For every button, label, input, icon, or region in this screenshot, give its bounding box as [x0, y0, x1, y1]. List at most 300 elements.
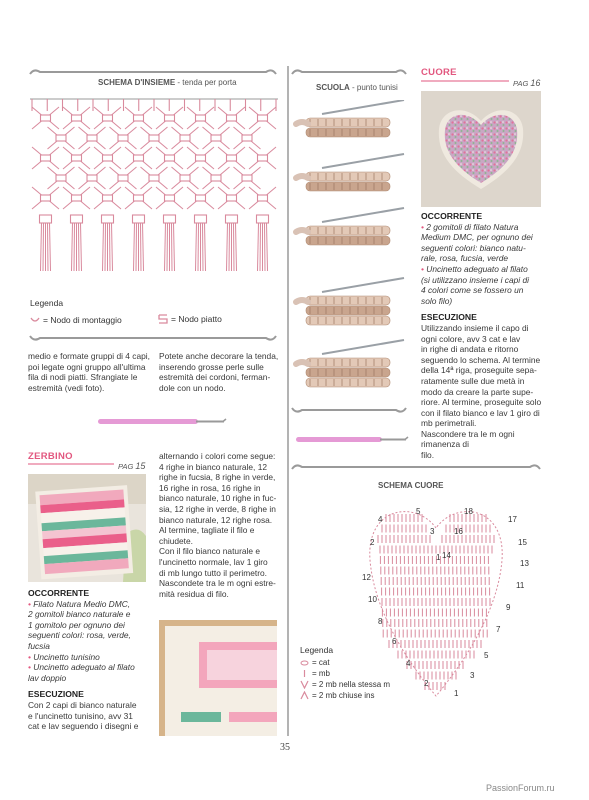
cord-diagonal	[203, 127, 213, 135]
flat-knot	[180, 135, 190, 141]
cord-diagonal	[94, 147, 104, 155]
cord-diagonal	[143, 161, 153, 169]
cord-diagonal	[220, 127, 230, 135]
cord-diagonal	[65, 167, 75, 175]
cord-diagonal	[251, 181, 261, 189]
cord-diagonal	[32, 107, 42, 115]
group-knot	[40, 215, 52, 223]
cord-diagonal	[234, 181, 244, 189]
flat-knot	[211, 175, 221, 181]
cord-diagonal	[172, 141, 182, 149]
cord-diagonal	[158, 127, 168, 135]
fringe	[229, 223, 230, 271]
cord-diagonal	[63, 121, 73, 129]
flat-knot	[87, 175, 97, 181]
cord-diagonal	[32, 187, 42, 195]
flat-knot	[165, 155, 175, 161]
cord-diagonal	[65, 141, 75, 149]
cord-diagonal	[158, 181, 168, 189]
row-number: 16	[454, 527, 463, 536]
cord-diagonal	[234, 167, 244, 175]
tunisian-row	[306, 358, 390, 367]
cord-diagonal	[156, 161, 166, 169]
fringe	[43, 223, 44, 271]
group-knot	[195, 215, 207, 223]
row-number: 11	[516, 581, 525, 590]
cord-diagonal	[156, 201, 166, 209]
flat-knot	[72, 115, 82, 121]
cord-diagonal	[156, 121, 166, 129]
cord-diagonal	[218, 161, 228, 169]
cord-diagonal	[234, 141, 244, 149]
flat-knot	[87, 135, 97, 141]
tunisian-row	[306, 378, 390, 387]
cord-diagonal	[110, 141, 120, 149]
fringe	[260, 223, 261, 271]
cord-diagonal	[267, 187, 277, 195]
cord-diagonal	[236, 121, 246, 129]
cord-diagonal	[267, 121, 277, 129]
cord-diagonal	[236, 147, 246, 155]
cord-diagonal	[174, 147, 184, 155]
row-number: 15	[518, 538, 527, 547]
cord-diagonal	[203, 181, 213, 189]
fringe	[50, 223, 51, 271]
macrame-diagram	[30, 95, 278, 275]
cord-diagonal	[96, 127, 106, 135]
flat-knot	[134, 155, 144, 161]
row-number: 3	[470, 671, 475, 680]
cord-diagonal	[249, 187, 259, 195]
cord-diagonal	[189, 127, 199, 135]
cord-diagonal	[174, 201, 184, 209]
fringe	[141, 223, 142, 271]
cord-diagonal	[94, 201, 104, 209]
crochet-hook	[322, 208, 404, 222]
flat-knot	[227, 155, 237, 161]
crochet-hook	[322, 154, 404, 168]
cord-diagonal	[32, 147, 42, 155]
legend-label: = cat	[312, 658, 330, 667]
hand	[296, 176, 308, 178]
top-left-footer-rule	[28, 332, 278, 344]
cord-diagonal	[172, 181, 182, 189]
cord-diagonal	[203, 167, 213, 175]
cord-diagonal	[48, 181, 58, 189]
flat-knot	[103, 115, 113, 121]
cord-diagonal	[79, 127, 89, 135]
cord-diagonal	[112, 147, 122, 155]
cord-diagonal	[125, 161, 135, 169]
schema-cuore-title: SCHEMA CUORE	[378, 481, 444, 490]
zerbino-occorrente: OCCORRENTE • Filato Natura Medio DMC, 2 gomitoli bianco naturale e 1 gomitolo per ognuno dei seguenti colori: rosa, verde, fucsia • Uncinetto tunisino • Uncinetto adeguato al filato lav doppio ESECUZIONE Con 2 capi di bianco naturale e l'uncinetto tunisino, avv 31 cat e lav seguendo i disegni e	[28, 588, 156, 732]
scuola-footer-rule	[290, 404, 408, 416]
flat-knot	[242, 175, 252, 181]
fringe	[41, 223, 42, 271]
legend-label: = Nodo di montaggio	[43, 315, 122, 325]
cord-diagonal	[203, 141, 213, 149]
flat-knot	[165, 195, 175, 201]
cord-diagonal	[127, 127, 137, 135]
cord-diagonal	[141, 181, 151, 189]
zerbino-column-2: alternando i colori come segue: 4 righe in bianco naturale, 12 righe in fucsia, 8 righe in verde, 16 righe in rosa, 16 righe in bianco naturale, 10 righe in fuc- sia, 12 righe in verde, 8 righe in bianco naturale, 12 righe rosa. Al termine, tagliate il filo e chiudete. Con il filo bianco naturale e l'uncinetto normale, lav 1 giro di mb lungo tutto il perimetro. Nascondete tra le m ogni estre- mità residua di filo.	[159, 451, 277, 599]
cord-diagonal	[94, 121, 104, 129]
cord-diagonal	[143, 201, 153, 209]
flat-knot	[118, 135, 128, 141]
cord-diagonal	[127, 167, 137, 175]
cord-diagonal	[81, 161, 91, 169]
crochet-hook-decoration-2	[294, 434, 412, 446]
row-number: 6	[392, 637, 397, 646]
flat-knot	[258, 155, 268, 161]
row-number: 5	[484, 651, 489, 660]
cord-diagonal	[249, 161, 259, 169]
fringe	[165, 223, 166, 271]
cord-diagonal	[189, 181, 199, 189]
cord-diagonal	[125, 107, 135, 115]
fringe	[196, 223, 197, 271]
cord-diagonal	[81, 201, 91, 209]
fringe	[134, 223, 135, 271]
cord-diagonal	[143, 147, 153, 155]
fringe	[236, 223, 237, 271]
flat-knot	[56, 135, 66, 141]
zerbino-esecuzione-title: ESECUZIONE	[28, 689, 84, 700]
group-knot	[71, 215, 83, 223]
cord-diagonal	[32, 201, 42, 209]
single-crochet-icon	[300, 669, 309, 678]
cord-diagonal	[205, 147, 215, 155]
tunisian-row	[306, 236, 390, 245]
cord-diagonal	[156, 187, 166, 195]
flat-knot	[165, 115, 175, 121]
fringe	[74, 223, 75, 271]
cuore-occorrente-title: OCCORRENTE	[421, 211, 483, 221]
flat-knot	[196, 115, 206, 121]
cord-diagonal	[218, 107, 228, 115]
fringe	[205, 223, 206, 271]
cuore-heading: CUORE	[421, 67, 457, 78]
cord-diagonal	[249, 201, 259, 209]
cord-diagonal	[48, 167, 58, 175]
flat-knot	[103, 155, 113, 161]
cord-diagonal	[156, 107, 166, 115]
cord-diagonal	[127, 141, 137, 149]
flat-knot	[41, 115, 51, 121]
cord-diagonal	[174, 107, 184, 115]
cord-diagonal	[187, 107, 197, 115]
row-number: 1	[436, 553, 441, 562]
cuore-legend-title: Legenda	[300, 645, 334, 655]
legend-label: = 2 mb chiuse ins	[312, 691, 375, 700]
cord-diagonal	[96, 141, 106, 149]
cord-diagonal	[32, 161, 42, 169]
cord-diagonal	[251, 141, 261, 149]
fringe	[72, 223, 73, 271]
cord-diagonal	[63, 161, 73, 169]
fringe	[105, 223, 106, 271]
cord-diagonal	[63, 147, 73, 155]
legend-label: = 2 mb nella stessa m	[312, 680, 391, 689]
two-sc-together-icon	[300, 691, 309, 700]
flat-knot	[227, 115, 237, 121]
cuore-legend-item	[300, 657, 390, 668]
mounting-knot-icon	[30, 316, 40, 324]
cord-diagonal	[220, 181, 230, 189]
row-number: 3	[430, 527, 435, 536]
cord-diagonal	[267, 147, 277, 155]
cord-diagonal	[125, 147, 135, 155]
cuore-legend-item	[300, 690, 390, 701]
cord-diagonal	[189, 167, 199, 175]
cord-diagonal	[79, 181, 89, 189]
cord-diagonal	[50, 121, 60, 129]
zerbino-heading-rule	[28, 462, 146, 466]
row-number: 7	[496, 625, 501, 634]
group-knot	[226, 215, 238, 223]
crochet-hook	[322, 278, 404, 292]
schema-cuore-header-rule	[290, 461, 542, 475]
flat-knot	[72, 195, 82, 201]
row-number: 18	[464, 507, 473, 516]
cord-diagonal	[218, 201, 228, 209]
fringe	[79, 223, 80, 271]
cord-diagonal	[94, 161, 104, 169]
row-number: 2	[370, 538, 375, 547]
group-knot	[102, 215, 114, 223]
cord-diagonal	[65, 181, 75, 189]
legend-label: = Nodo piatto	[171, 314, 222, 324]
fringe	[167, 223, 168, 271]
cuore-esecuzione-title: ESECUZIONE	[421, 312, 477, 323]
cord-diagonal	[187, 187, 197, 195]
row-number: 10	[368, 595, 377, 604]
fringe	[112, 223, 113, 271]
row-number: 1	[454, 689, 459, 698]
cord-diagonal	[236, 107, 246, 115]
cord-diagonal	[158, 167, 168, 175]
page-number: 35	[280, 742, 290, 753]
row-number: 2	[424, 679, 429, 688]
cord-diagonal	[112, 201, 122, 209]
crochet-hook-decoration	[96, 416, 228, 428]
cord-diagonal	[81, 121, 91, 129]
flat-knot	[56, 175, 66, 181]
cord-diagonal	[79, 167, 89, 175]
cord-diagonal	[218, 187, 228, 195]
watermark: PassionForum.ru	[486, 783, 555, 793]
cord-diagonal	[50, 147, 60, 155]
cord-diagonal	[143, 187, 153, 195]
left-legend-title: Legenda	[30, 298, 64, 308]
cuore-legend	[300, 645, 390, 701]
cord-diagonal	[81, 187, 91, 195]
fringe	[265, 223, 266, 271]
schema-insieme-title: SCHEMA D'INSIEME - tenda per porta	[98, 78, 237, 87]
cord-diagonal	[112, 187, 122, 195]
fringe	[48, 223, 49, 271]
flat-knot	[149, 175, 159, 181]
flat-knot	[72, 155, 82, 161]
fringe	[267, 223, 268, 271]
flat-knot	[41, 155, 51, 161]
cord-diagonal	[81, 107, 91, 115]
cord-diagonal	[50, 201, 60, 209]
cord-diagonal	[267, 107, 277, 115]
cord-diagonal	[234, 127, 244, 135]
tunisian-row	[306, 118, 390, 127]
flat-knot	[227, 195, 237, 201]
tenda-text-left: medio e formate gruppi di 4 capi, poi legate ogni gruppo all'ultima fila di nodi piatti. Sfrangiate le estremità (vedi foto).	[28, 351, 150, 393]
cord-diagonal	[251, 167, 261, 175]
cuore-legend-item	[300, 679, 390, 690]
cord-diagonal	[48, 141, 58, 149]
legend-label: = mb	[312, 669, 331, 678]
hand	[296, 300, 308, 302]
cord-diagonal	[127, 181, 137, 189]
cord-diagonal	[112, 121, 122, 129]
scuola-header-rule	[290, 66, 408, 80]
cord-diagonal	[187, 147, 197, 155]
flat-knot	[41, 195, 51, 201]
row-number: 17	[508, 515, 517, 524]
tunisian-row	[306, 316, 390, 325]
cord-diagonal	[125, 121, 135, 129]
cord-diagonal	[94, 107, 104, 115]
tunisian-row	[306, 226, 390, 235]
cord-diagonal	[96, 167, 106, 175]
cord-diagonal	[112, 161, 122, 169]
cord-diagonal	[174, 121, 184, 129]
zerbino-photo	[28, 474, 146, 582]
cord-diagonal	[141, 127, 151, 135]
tunisian-row	[306, 306, 390, 315]
fringe	[143, 223, 144, 271]
fringe	[174, 223, 175, 271]
zerbino-page-ref: PAG 15	[118, 461, 146, 471]
flat-knot	[149, 135, 159, 141]
cord-diagonal	[174, 187, 184, 195]
flat-knot	[211, 135, 221, 141]
cord-diagonal	[172, 167, 182, 175]
row-number: 12	[362, 573, 371, 582]
fringe	[136, 223, 137, 271]
cuore-photo	[421, 91, 541, 207]
cord-diagonal	[267, 201, 277, 209]
tunisian-row	[306, 128, 390, 137]
left-legend-item-2	[158, 313, 222, 325]
column-divider	[286, 66, 290, 736]
cord-diagonal	[63, 201, 73, 209]
tunisian-row	[306, 172, 390, 181]
flat-knot	[180, 175, 190, 181]
cord-diagonal	[79, 141, 89, 149]
cord-diagonal	[81, 147, 91, 155]
fringe	[172, 223, 173, 271]
left-legend-item-1	[30, 315, 122, 325]
cord-diagonal	[249, 147, 259, 155]
row-number: 13	[520, 559, 529, 568]
cord-diagonal	[236, 187, 246, 195]
flat-knot	[196, 195, 206, 201]
cord-diagonal	[205, 121, 215, 129]
cord-diagonal	[174, 161, 184, 169]
cord-diagonal	[48, 127, 58, 135]
cord-diagonal	[158, 141, 168, 149]
scuola-title: SCUOLA - punto tunisi	[316, 83, 398, 92]
cord-diagonal	[110, 127, 120, 135]
cord-diagonal	[220, 141, 230, 149]
cord-diagonal	[236, 201, 246, 209]
tunisian-stitch-steps	[292, 100, 410, 406]
zerbino-detail-photo	[159, 620, 277, 736]
cord-diagonal	[236, 161, 246, 169]
cord-diagonal	[94, 187, 104, 195]
cord-diagonal	[249, 107, 259, 115]
cord-diagonal	[50, 187, 60, 195]
row-number: 9	[506, 603, 511, 612]
cord-diagonal	[50, 161, 60, 169]
cord-diagonal	[187, 161, 197, 169]
crochet-hook	[322, 340, 404, 354]
chain-icon	[300, 660, 309, 666]
fringe	[227, 223, 228, 271]
cord-diagonal	[63, 107, 73, 115]
flat-knot	[242, 135, 252, 141]
flat-knot	[258, 195, 268, 201]
row-number: 14	[442, 551, 451, 560]
cord-diagonal	[189, 141, 199, 149]
crochet-hook	[322, 100, 404, 114]
group-knot	[133, 215, 145, 223]
cord-diagonal	[218, 147, 228, 155]
cord-diagonal	[32, 121, 42, 129]
fringe	[234, 223, 235, 271]
cord-diagonal	[65, 127, 75, 135]
cord-diagonal	[125, 187, 135, 195]
row-number: 5	[416, 507, 421, 516]
cuore-occorrente: OCCORRENTE • 2 gomitoli di filato Natura Medium DMC, per ognuno dei seguenti colori: bianco natu- rale, rosa, fucsia, verde • Uncinetto adeguato al filato (si utilizzano insieme i capi di 4 colori come se fossero un solo filo) ESECUZIONE Utilizzando insieme il capo di ogni colore, avv 3 cat e lav in righe di andata e ritorno seguendo lo schema. Al termine della 14ª riga, proseguite sepa- ratamente sulle due metà in modo da creare la parte supe- riore. Al termine, proseguite solo con il filato bianco e lav 1 giro di mb perimetrali. Nascondere tra le m ogni rimanenza di filo.	[421, 211, 545, 461]
row-number: 4	[406, 659, 411, 668]
cord-diagonal	[156, 147, 166, 155]
group-knot	[257, 215, 269, 223]
tunisian-row	[306, 182, 390, 191]
cord-diagonal	[220, 167, 230, 175]
tenda-text-right: Potete anche decorare la tenda, inserendo grosse perle sulle estremità dei cordoni, ferman- dole con un nodo.	[159, 351, 279, 393]
fringe	[198, 223, 199, 271]
hand	[296, 362, 308, 364]
flat-knot	[118, 175, 128, 181]
group-knot	[164, 215, 176, 223]
cord-diagonal	[143, 107, 153, 115]
cord-diagonal	[141, 167, 151, 175]
cuore-page-ref: PAG 16	[513, 78, 541, 88]
cord-diagonal	[143, 121, 153, 129]
cord-diagonal	[141, 141, 151, 149]
flat-knot	[103, 195, 113, 201]
cord-diagonal	[125, 201, 135, 209]
cord-diagonal	[187, 201, 197, 209]
hand	[296, 122, 308, 124]
tunisian-row	[306, 296, 390, 305]
cord-diagonal	[267, 161, 277, 169]
flat-knot	[258, 115, 268, 121]
zerbino-heading: ZERBINO	[28, 451, 73, 462]
two-sc-same-stitch-icon	[300, 680, 309, 689]
cord-diagonal	[110, 181, 120, 189]
cuore-heading-rule	[421, 79, 511, 83]
cord-diagonal	[249, 121, 259, 129]
